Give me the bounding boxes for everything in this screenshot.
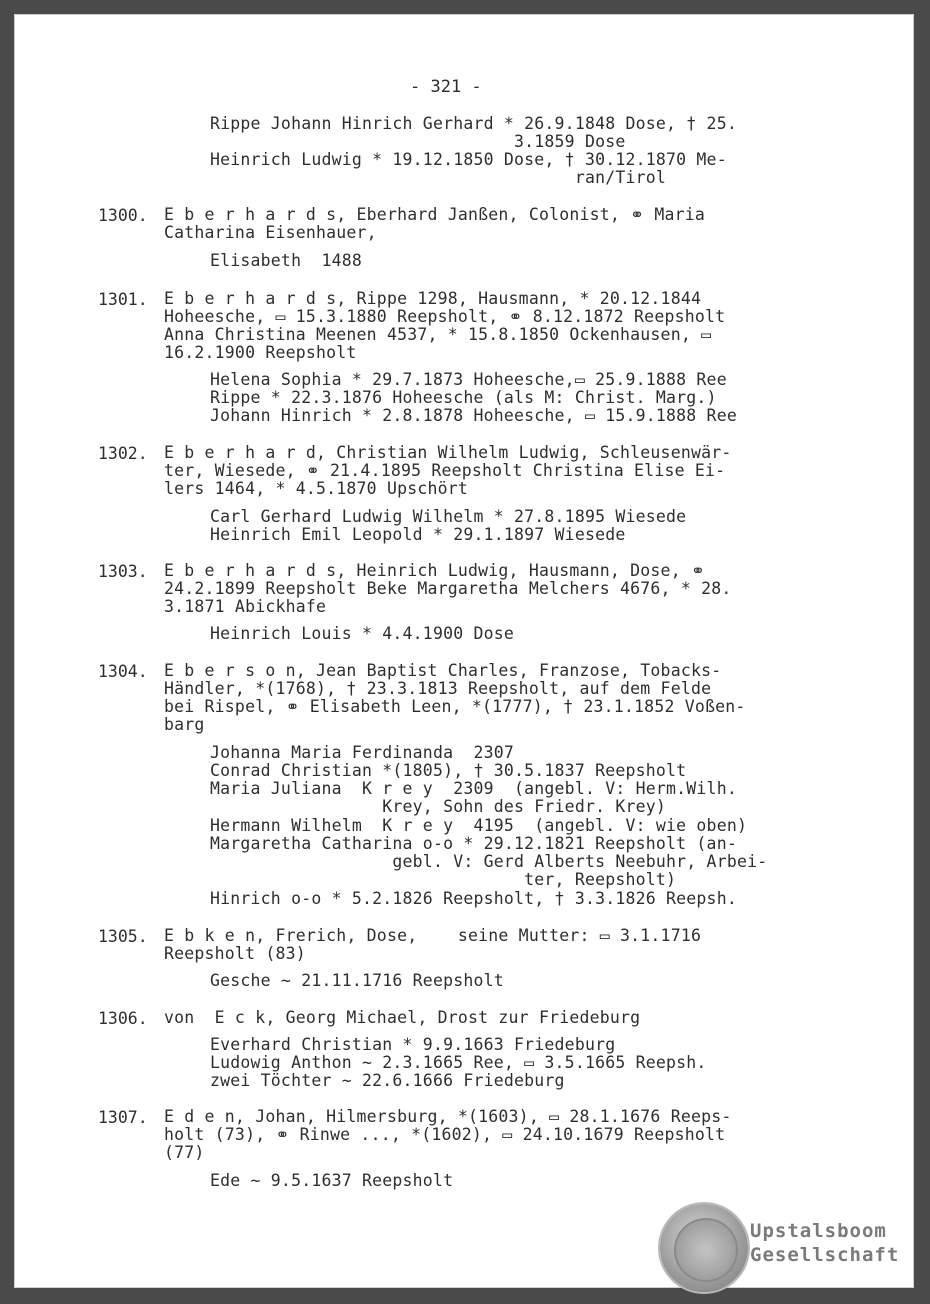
child-line: Ludowig Anthon ~ 2.3.1665 Ree, ▭ 3.5.1665 Reepsh.: [210, 1053, 707, 1072]
child-line: Krey, Sohn des Friedr. Krey): [210, 797, 667, 816]
child-line: Conrad Christian *(1805), † 30.5.1837 Reepsholt: [210, 761, 687, 780]
child-line: gebl. V: Gerd Alberts Neebuhr, Arbei-: [210, 852, 768, 871]
entry-line: 3.1871 Abickhafe: [164, 597, 327, 616]
child-line: Everhard Christian * 9.9.1663 Friedeburg: [210, 1035, 616, 1054]
entry-line: lers 1464, * 4.5.1870 Upschört: [164, 479, 469, 498]
child-line: Gesche ~ 21.11.1716 Reepsholt: [210, 971, 504, 990]
entry-line: Anna Christina Meenen 4537, * 15.8.1850 Ockenhausen, ▭: [164, 325, 712, 344]
child-line: Heinrich Louis * 4.4.1900 Dose: [210, 624, 515, 643]
intro-line: 3.1859 Dose: [210, 132, 626, 151]
child-line: ter, Reepsholt): [210, 870, 677, 889]
logo-text-line2: Gesellschaft: [750, 1244, 900, 1266]
child-line: Margaretha Catharina o-o * 29.12.1821 Reepsholt (an-: [210, 834, 737, 853]
child-line: Hermann Wilhelm K r e y 4195 (angebl. V: wie oben): [210, 816, 748, 835]
entry-line: Hoheesche, ▭ 15.3.1880 Reepsholt, ⚭ 8.12.1872 Reepsholt: [164, 307, 726, 326]
child-line: Maria Juliana K r e y 2309 (angebl. V: Herm.Wilh.: [210, 779, 737, 798]
child-line: Helena Sophia * 29.7.1873 Hoheesche,▭ 25.9.1888 Ree: [210, 370, 727, 389]
entry-line: 16.2.1900 Reepsholt: [164, 343, 357, 362]
child-line: Heinrich Emil Leopold * 29.1.1897 Wiesede: [210, 525, 626, 544]
entry-line: 24.2.1899 Reepsholt Beke Margaretha Melchers 4676, * 28.: [164, 579, 732, 598]
entry-line: bei Rispel, ⚭ Elisabeth Leen, *(1777), † 23.1.1852 Voßen-: [164, 697, 746, 716]
entry-line: E b e r h a r d, Christian Wilhelm Ludwig, Schleusenwär-: [164, 443, 732, 462]
entry-line: Händler, *(1768), † 23.3.1813 Reepsholt, auf dem Felde: [164, 679, 712, 698]
entry-number: 1306.: [98, 1009, 148, 1028]
entry-number: 1305.: [98, 927, 148, 946]
child-line: Elisabeth 1488: [210, 251, 363, 270]
entry-line: holt (73), ⚭ Rinwe ..., *(1602), ▭ 24.10.1679 Reepsholt: [164, 1125, 726, 1144]
entry-line: barg: [164, 715, 205, 734]
child-line: Carl Gerhard Ludwig Wilhelm * 27.8.1895 Wiesede: [210, 507, 687, 526]
entry-line: E d e n, Johan, Hilmersburg, *(1603), ▭ 28.1.1676 Reeps-: [164, 1107, 732, 1126]
child-line: Johann Hinrich * 2.8.1878 Hoheesche, ▭ 15.9.1888 Ree: [210, 406, 737, 425]
child-line: Johanna Maria Ferdinanda 2307: [210, 743, 515, 762]
entry-line: Reepsholt (83): [164, 944, 306, 963]
child-line: Ede ~ 9.5.1637 Reepsholt: [210, 1171, 454, 1190]
entry-line: von E c k, Georg Michael, Drost zur Friedeburg: [164, 1008, 641, 1027]
entry-line: E b k e n, Frerich, Dose, seine Mutter: ▭ 3.1.1716: [164, 926, 702, 945]
entry-number: 1304.: [98, 662, 148, 681]
child-line: zwei Töchter ~ 22.6.1666 Friedeburg: [210, 1071, 565, 1090]
child-line: Rippe * 22.3.1876 Hoheesche (als M: Christ. Marg.): [210, 388, 717, 407]
entry-line: ter, Wiesede, ⚭ 21.4.1895 Reepsholt Christina Elise Ei-: [164, 461, 726, 480]
entry-number: 1301.: [98, 290, 148, 309]
entry-number: 1303.: [98, 562, 148, 581]
child-line: Hinrich o-o * 5.2.1826 Reepsholt, † 3.3.1826 Reepsh.: [210, 889, 737, 908]
entry-line: Catharina Eisenhauer,: [164, 223, 377, 242]
entry-line: E b e r h a r d s, Heinrich Ludwig, Hausmann, Dose, ⚭: [164, 561, 705, 580]
entry-number: 1300.: [98, 206, 148, 225]
entry-line: (77): [164, 1143, 205, 1162]
entry-line: E b e r s o n, Jean Baptist Charles, Franzose, Tobacks-: [164, 661, 722, 680]
logo-text-line1: Upstalsboom: [750, 1220, 887, 1242]
entry-number: 1307.: [98, 1108, 148, 1127]
intro-line: Heinrich Ludwig * 19.12.1850 Dose, † 30.12.1870 Me-: [210, 150, 727, 169]
page-number: - 321 -: [410, 77, 482, 97]
document-page: [14, 14, 914, 1288]
entry-line: E b e r h a r d s, Eberhard Janßen, Colonist, ⚭ Maria: [164, 205, 705, 224]
entry-number: 1302.: [98, 444, 148, 463]
entry-line: E b e r h a r d s, Rippe 1298, Hausmann, * 20.12.1844: [164, 289, 702, 308]
intro-line: Rippe Johann Hinrich Gerhard * 26.9.1848 Dose, † 25.: [210, 114, 737, 133]
seal-logo: [660, 1204, 748, 1292]
intro-line: ran/Tirol: [210, 168, 667, 187]
